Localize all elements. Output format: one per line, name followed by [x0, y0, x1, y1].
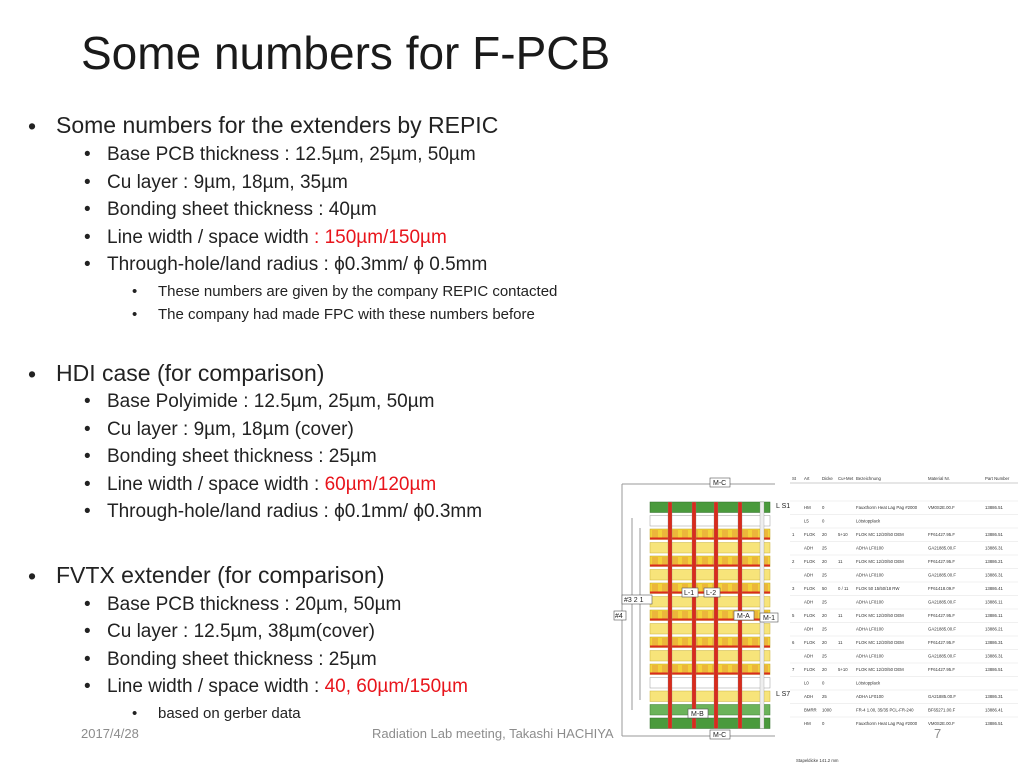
table-cell: 25	[822, 599, 827, 605]
stack-trace	[702, 665, 708, 673]
table-cell: FF61427.95.F	[928, 667, 955, 672]
stack-trace	[732, 584, 738, 592]
table-cell: FLOK	[804, 640, 816, 645]
table-cell: FLOK	[804, 613, 816, 618]
table-cell: 20	[822, 559, 827, 564]
table-cell: 13886.51	[985, 667, 1003, 672]
page-title: Some numbers for F-PCB	[81, 27, 611, 79]
table-header: St	[792, 476, 797, 481]
table-cell: GA21885.00.F	[928, 653, 956, 659]
stack-trace	[722, 584, 728, 592]
table-cell: 25	[822, 694, 827, 699]
table-cell: ADH	[804, 653, 814, 659]
list-item: Cu layer : 12.5µm, 38µm(cover)	[107, 621, 375, 642]
label-ls7: L S7	[776, 691, 791, 698]
stack-trace	[752, 638, 758, 646]
stack-trace	[742, 557, 748, 565]
stack-trace	[752, 584, 758, 592]
label-l2: L-2	[706, 590, 717, 597]
table-cell: 13886.31	[985, 545, 1003, 551]
pcb-stackup-figure	[610, 468, 1020, 764]
stack-trace	[682, 665, 688, 673]
table-cell: VM0S2E.00.F	[928, 505, 955, 510]
stack-trace	[672, 557, 678, 565]
table-cell: Lötstopplack	[856, 518, 881, 524]
stack-trace	[652, 557, 658, 565]
list-item-text: Line width / space width :	[107, 676, 325, 697]
table-cell: 20	[822, 667, 827, 672]
stack-trace	[722, 611, 728, 619]
page-number: 7	[934, 726, 942, 741]
bullet-icon: •	[84, 474, 91, 495]
table-header: Cu+Met	[838, 476, 854, 481]
list-item: Base PCB thickness : 12.5µm, 25µm, 50µm	[107, 144, 476, 165]
stack-trace	[752, 557, 758, 565]
table-footer: Stapeldicke 141.2 mm	[796, 758, 839, 763]
stack-trace	[662, 638, 668, 646]
table-cell: 20	[822, 640, 827, 645]
bullet-icon: •	[84, 172, 91, 193]
table-cell: 5+10	[838, 532, 848, 537]
stack-trace	[672, 530, 678, 538]
bullet-icon: •	[28, 113, 37, 139]
table-cell: ADHA LF0100	[856, 694, 884, 699]
table-cell: 0	[822, 680, 825, 686]
table-cell: ADHA LF0100	[856, 599, 884, 605]
stack-trace	[682, 638, 688, 646]
stack-trace	[672, 665, 678, 673]
stack-trace	[662, 665, 668, 673]
table-cell: GA21885.00.F	[928, 694, 956, 699]
table-cell: FLOK MC 12/20/50 DEM	[856, 640, 904, 645]
section-heading: Some numbers for the extenders by REPIC	[56, 112, 499, 138]
section-heading: FVTX extender (for comparison)	[56, 562, 385, 588]
table-cell: VM0S2E.00.F	[928, 721, 955, 726]
stack-trace	[682, 557, 688, 565]
table-cell: GA21885.00.F	[928, 572, 956, 578]
table-cell: ADHA LF0100	[856, 626, 884, 632]
table-cell: 13886.31	[985, 653, 1003, 659]
table-cell: ADHA LF0100	[856, 572, 884, 578]
table-cell: ADH	[804, 694, 814, 699]
list-item: Base Polyimide : 12.5µm, 25µm, 50µm	[107, 391, 435, 412]
table-cell: FF61427.95.F	[928, 613, 955, 618]
stack-trace	[722, 665, 728, 673]
table-header: Art	[804, 476, 810, 481]
stack-trace	[682, 611, 688, 619]
bullet-icon: •	[84, 227, 91, 248]
table-cell: FLOK	[804, 586, 816, 591]
list-item: Base PCB thickness : 20µm, 50µm	[107, 594, 402, 615]
table-cell: Fauxthorm Heat Lag Pag #2000	[856, 505, 918, 510]
bullet-icon: •	[84, 649, 91, 670]
stack-trace	[672, 638, 678, 646]
table-cell: GA21885.00.F	[928, 626, 956, 632]
table-cell: 25	[822, 653, 827, 659]
stack-trace	[752, 530, 758, 538]
stack-trace	[702, 638, 708, 646]
table-cell: 13886.31	[985, 640, 1003, 645]
stack-trace	[722, 638, 728, 646]
table-cell: FLOK MC 12/20/50 DEM	[856, 559, 904, 564]
label-mb: M-B	[691, 711, 704, 718]
stack-trace	[652, 638, 658, 646]
table-cell: 20	[822, 532, 827, 537]
stack-trace	[662, 557, 668, 565]
stack-trace	[702, 557, 708, 565]
list-item	[107, 474, 436, 496]
table-cell: 13886.41	[985, 586, 1003, 591]
bullet-icon: •	[84, 199, 91, 220]
table-cell: 13886.51	[985, 505, 1003, 510]
label-m1: M-1	[763, 615, 776, 622]
table-cell: FF61418.09.F	[928, 586, 955, 591]
list-item	[107, 227, 447, 249]
table-header: Material Nr.	[928, 476, 950, 481]
label-l1: L-1	[684, 590, 695, 597]
highlight-value: : 150µm/150µm	[314, 227, 447, 248]
sub-list-item: based on gerber data	[158, 705, 301, 722]
table-cell: FLOK MC 12/20/50 DEM	[856, 613, 904, 618]
table-cell: 3	[792, 586, 795, 591]
table-cell: Fauxthorm Heat Lag Pag #2000	[856, 721, 918, 726]
bullet-icon: •	[84, 391, 91, 412]
table-cell: FF61427.95.F	[928, 640, 955, 645]
table-cell: ADH	[804, 572, 814, 578]
table-cell: 50	[822, 586, 827, 591]
highlight-value: 60µm/120µm	[324, 474, 437, 495]
list-item: Cu layer : 9µm, 18µm (cover)	[107, 419, 354, 440]
table-cell: 11	[838, 613, 843, 618]
table-cell: 7	[792, 667, 795, 672]
stackup-diagram	[610, 468, 1020, 764]
table-cell: 1	[792, 532, 795, 537]
list-item-text: Line width / space width	[107, 227, 315, 248]
table-header: Dicke	[822, 476, 833, 481]
stack-trace	[742, 638, 748, 646]
bullet-icon: •	[132, 705, 138, 722]
table-cell: 13886.51	[985, 532, 1003, 537]
stack-trace	[652, 611, 658, 619]
stack-trace	[722, 557, 728, 565]
table-cell: 0	[822, 518, 825, 524]
table-cell: FF61427.95.F	[928, 532, 955, 537]
table-cell: 5+10	[838, 667, 848, 672]
bullet-icon: •	[84, 621, 91, 642]
sub-list-item: These numbers are given by the company REPIC contacted	[158, 283, 558, 300]
stack-trace	[652, 584, 658, 592]
stack-trace	[732, 530, 738, 538]
stack-trace	[682, 530, 688, 538]
stack-trace	[672, 611, 678, 619]
table-header: Bezeichnung	[856, 476, 881, 481]
table-cell: 25	[822, 545, 827, 551]
table-cell: 1000	[822, 707, 832, 713]
bullet-icon: •	[84, 676, 91, 697]
table-cell: HM	[804, 721, 811, 726]
table-cell: 0	[822, 505, 825, 510]
stack-trace	[652, 530, 658, 538]
sub-list-item: The company had made FPC with these numbers before	[158, 306, 535, 323]
table-cell: 13886.51	[985, 721, 1003, 726]
stack-trace	[742, 584, 748, 592]
stack-trace	[752, 665, 758, 673]
stack-trace	[662, 530, 668, 538]
highlight-value: 40, 60µm/150µm	[324, 676, 468, 697]
footer-center: Radiation Lab meeting, Takashi HACHIYA	[372, 726, 614, 741]
list-item: Bonding sheet thickness : 25µm	[107, 649, 377, 670]
table-header: Part Number	[985, 476, 1010, 481]
table-cell: 11	[838, 559, 843, 564]
table-cell: FLOK MC 12/20/50 DEM	[856, 667, 904, 672]
table-cell: 0	[822, 721, 825, 726]
table-cell: 13886.31	[985, 694, 1003, 699]
table-cell: ADHA LF0100	[856, 545, 884, 551]
label-group1: #3 2 1	[624, 597, 644, 604]
table-cell: 6	[792, 640, 795, 645]
stack-trace	[672, 584, 678, 592]
stack-trace	[662, 611, 668, 619]
stack-trace	[662, 584, 668, 592]
table-cell: 25	[822, 572, 827, 578]
stack-trace	[702, 611, 708, 619]
table-cell: ADH	[804, 599, 814, 605]
list-item: Bonding sheet thickness : 25µm	[107, 446, 377, 467]
stack-trace	[732, 638, 738, 646]
table-cell: FLOK MC 12/20/50 DEM	[856, 532, 904, 537]
bullet-icon: •	[132, 283, 138, 300]
section-heading: HDI case (for comparison)	[56, 360, 325, 386]
bullet-icon: •	[132, 306, 138, 323]
stack-trace	[652, 665, 658, 673]
table-cell: ADHA LF0100	[856, 653, 884, 659]
table-cell: 2	[792, 559, 795, 564]
bullet-icon: •	[84, 254, 91, 275]
table-cell: FLOK	[804, 532, 816, 537]
label-group2: #4	[615, 613, 623, 620]
label-mc-top: M-C	[713, 480, 727, 487]
list-item-text: Line width / space width :	[107, 474, 325, 495]
table-cell: 13886.11	[985, 613, 1003, 618]
table-cell: ADH	[804, 626, 814, 632]
list-item: Bonding sheet thickness : 40µm	[107, 199, 377, 220]
via-column	[714, 502, 718, 729]
table-cell: FLOK	[804, 559, 816, 564]
list-item: Cu layer : 9µm, 18µm, 35µm	[107, 172, 348, 193]
table-cell: FLOK	[804, 667, 816, 672]
label-mc-bottom: M-C	[713, 732, 727, 739]
bullet-icon: •	[84, 144, 91, 165]
table-cell: 13886.31	[985, 572, 1003, 578]
stack-trace	[722, 530, 728, 538]
table-cell: FR-4 1.00, 35/35 PCL-FR-240	[856, 707, 914, 713]
table-cell: FF61427.95.F	[928, 559, 955, 564]
table-cell: 13886.41	[985, 707, 1003, 713]
table-cell: 20	[822, 613, 827, 618]
bullet-icon: •	[84, 419, 91, 440]
footer-date: 2017/4/28	[81, 726, 139, 741]
bullet-icon: •	[84, 446, 91, 467]
bullet-icon: •	[84, 501, 91, 522]
bullet-icon: •	[28, 563, 37, 589]
table-cell: HM	[804, 505, 811, 510]
table-cell: ADH	[804, 545, 814, 551]
list-item: Through-hole/land radius : ϕ0.1mm/ ϕ0.3mm	[107, 501, 483, 522]
stack-trace	[742, 665, 748, 673]
bullet-icon: •	[28, 361, 37, 387]
table-cell: BMRR	[804, 707, 817, 713]
bullet-icon: •	[84, 594, 91, 615]
table-cell: Lötstopplack	[856, 680, 881, 686]
via-column	[668, 502, 672, 729]
table-cell: 0 / 11	[838, 586, 849, 591]
stack-trace	[742, 530, 748, 538]
stack-trace	[732, 665, 738, 673]
via-column	[692, 502, 696, 729]
table-cell: FLOK 50 15/50/18 RW	[856, 586, 900, 591]
table-cell: GA21885.00.F	[928, 599, 956, 605]
table-cell: GA21885.00.F	[928, 545, 956, 551]
table-cell: 11	[838, 640, 843, 645]
table-cell: 13886.11	[985, 599, 1003, 605]
table-cell: 13886.21	[985, 626, 1003, 632]
stack-trace	[732, 557, 738, 565]
table-cell: BF65271.00.F	[928, 707, 956, 713]
table-cell: 13886.21	[985, 559, 1003, 564]
list-item: Through-hole/land radius : ϕ0.3mm/ ϕ 0.5mm	[107, 254, 488, 275]
table-cell: L0	[804, 680, 809, 686]
label-ma: M-A	[737, 613, 750, 620]
stack-trace	[702, 530, 708, 538]
table-cell: 25	[822, 626, 827, 632]
table-cell: L5	[804, 518, 809, 524]
table-cell: 5	[792, 613, 795, 618]
label-ls1: L S1	[776, 503, 791, 510]
list-item	[107, 676, 468, 698]
